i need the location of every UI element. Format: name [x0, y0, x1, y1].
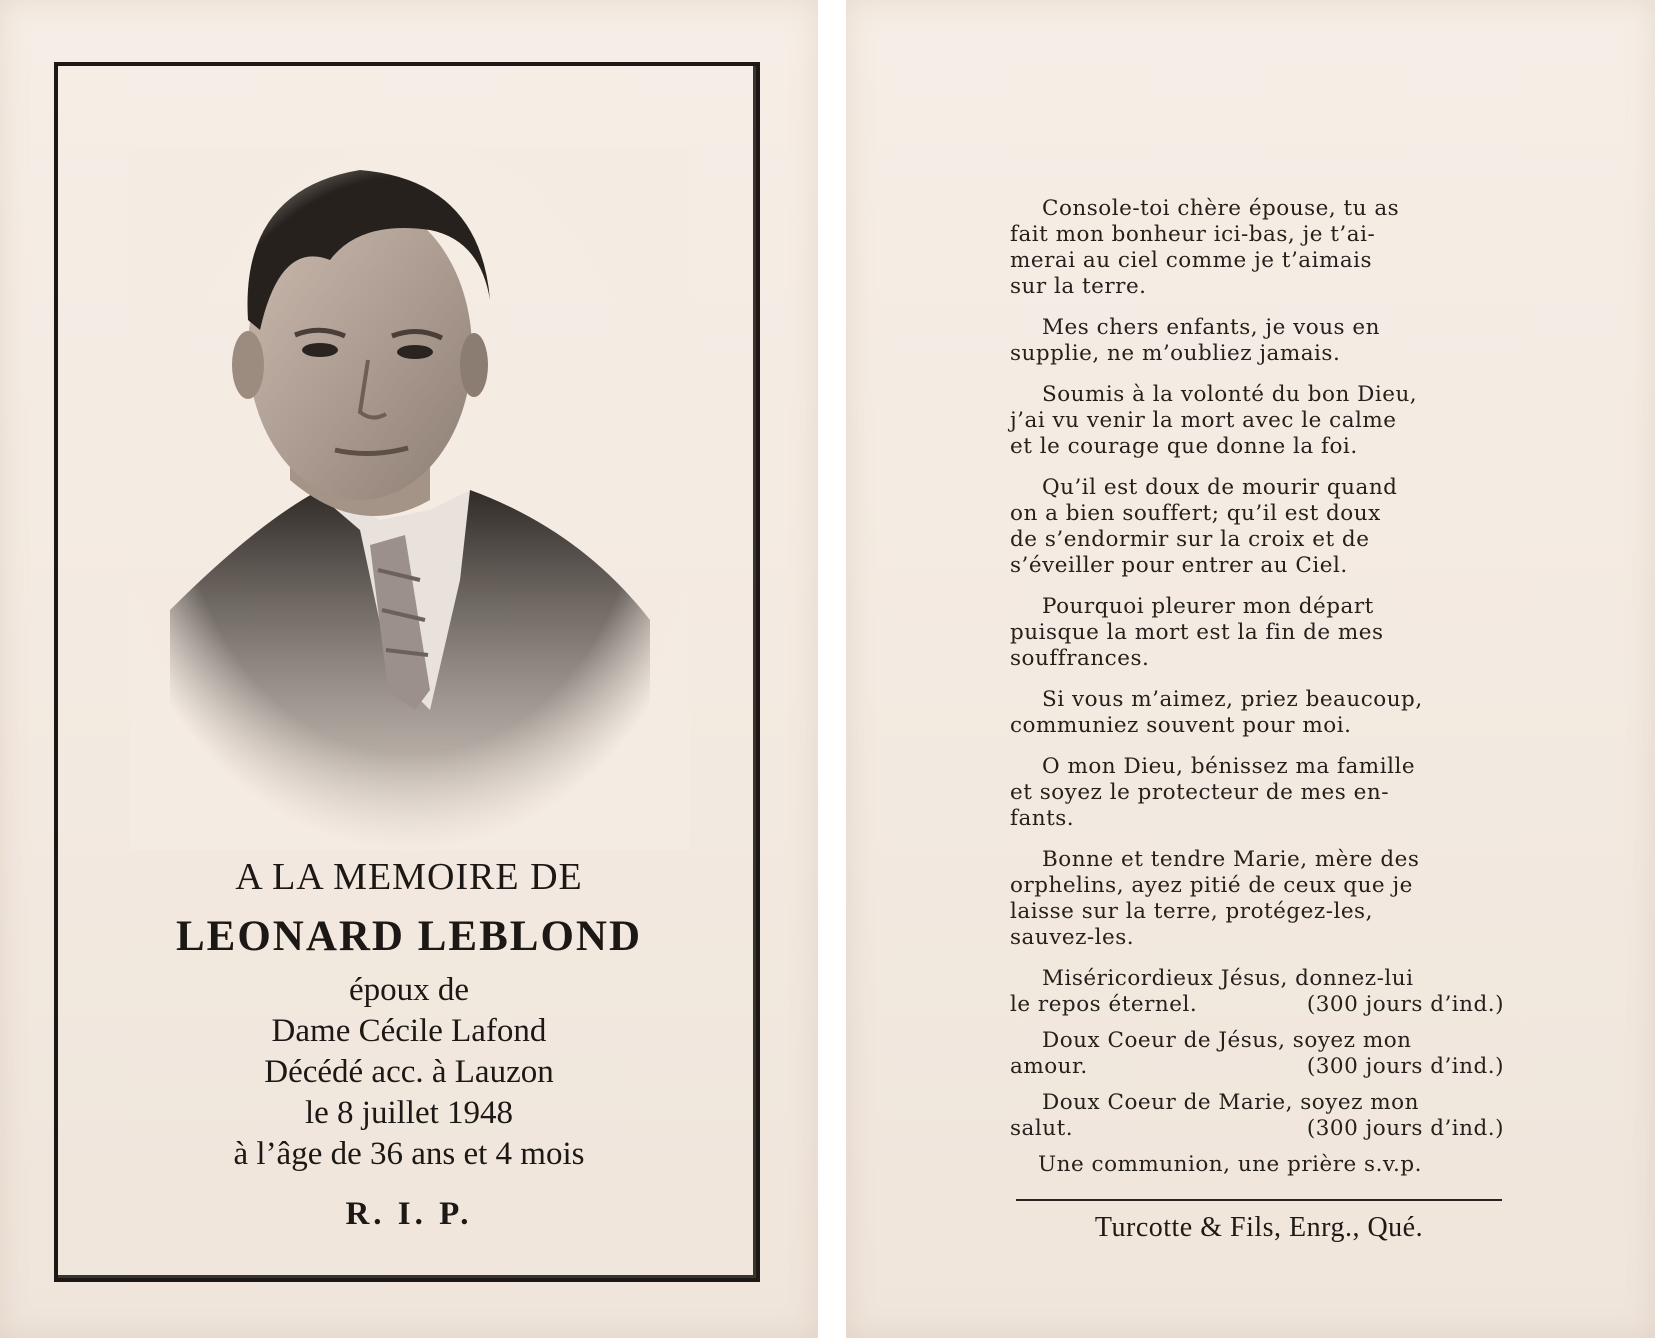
paragraph-line: souffrances. — [1010, 646, 1150, 671]
paragraph-line: on a bien souffert; qu’il est doux — [1010, 501, 1381, 526]
paragraph-line: puisque la mort est la fin de mes — [1010, 620, 1384, 645]
memorial-inscription — [60, 850, 758, 1239]
paragraph-line: de s’endormir sur la croix et de — [1010, 527, 1370, 552]
prayer-paragraph — [1010, 315, 1504, 367]
paragraph-line: O mon Dieu, bénissez ma famille — [1042, 754, 1416, 779]
prayer-line: amour. — [1010, 1054, 1088, 1079]
spouse-name: Dame Cécile Lafond — [271, 1013, 547, 1049]
prayer-paragraph — [1010, 594, 1504, 672]
death-place: Décédé acc. à Lauzon — [264, 1054, 554, 1090]
paragraph-line: fants. — [1010, 806, 1075, 831]
paragraph-line: Console-toi chère épouse, tu as — [1042, 196, 1400, 221]
indulgence-note: (300 jours d’ind.) — [1306, 1054, 1504, 1079]
paragraph-line: Si vous m’aimez, priez beaucoup, — [1042, 687, 1423, 712]
deceased-name: LEONARD LEBLOND — [175, 913, 643, 960]
prayer-paragraph — [1010, 475, 1504, 579]
prayer-paragraph — [1010, 196, 1504, 300]
spouse-label: époux de — [348, 972, 470, 1008]
memorial-heading: A LA MEMOIRE DE — [235, 856, 583, 898]
paragraph-line: et le courage que donne la foi. — [1010, 434, 1358, 459]
paragraph-line: Pourquoi pleurer mon départ — [1042, 594, 1374, 619]
paragraph-line: s’éveiller pour entrer au Ciel. — [1010, 553, 1348, 578]
paragraph-line: Qu’il est doux de mourir quand — [1042, 475, 1398, 500]
paragraph-line: supplie, ne m’oubliez jamais. — [1010, 341, 1341, 366]
portrait-photo — [130, 150, 690, 850]
paragraph-line: communiez souvent pour moi. — [1010, 713, 1352, 738]
indulgence-note: (300 jours d’ind.) — [1306, 992, 1504, 1017]
prayer-paragraph — [1010, 382, 1504, 460]
paragraph-line: Mes chers enfants, je vous en — [1042, 315, 1380, 340]
paragraph-line: fait mon bonheur ici-bas, je t’ai- — [1010, 222, 1376, 247]
paragraph-line: Soumis à la volonté du bon Dieu, — [1042, 382, 1418, 407]
prayer-line: le repos éternel. — [1010, 992, 1198, 1017]
prayer-paragraph — [1010, 687, 1504, 739]
paragraph-line: orphelins, ayez pitié de ceux que je — [1010, 873, 1413, 898]
prayer-paragraph — [1010, 754, 1504, 832]
indulgence-note: (300 jours d’ind.) — [1306, 1116, 1504, 1141]
prayer-line: salut. — [1010, 1116, 1074, 1141]
indulgence-prayer — [1010, 966, 1504, 1018]
prayer-line: Doux Coeur de Jésus, soyez mon — [1042, 1028, 1412, 1053]
death-date: le 8 juillet 1948 — [304, 1095, 514, 1131]
prayer-line: Doux Coeur de Marie, soyez mon — [1042, 1090, 1419, 1115]
paragraph-line: sur la terre. — [1010, 274, 1147, 299]
prayer-text — [1010, 196, 1504, 1178]
prayer-paragraph — [1010, 847, 1504, 951]
paragraph-line: laisse sur la terre, protégez-les, — [1010, 899, 1373, 924]
prayer-line: Miséricordieux Jésus, donnez-lui — [1042, 966, 1414, 991]
printer-imprint: Turcotte & Fils, Enrg., Qué. — [1094, 1212, 1424, 1243]
paragraph-line: merai au ciel comme je t’aimais — [1010, 248, 1373, 273]
memorial-card-front — [0, 0, 818, 1338]
closing-request: Une communion, une prière s.v.p. — [1038, 1152, 1422, 1177]
age-at-death: à l’âge de 36 ans et 4 mois — [233, 1136, 585, 1172]
paragraph-line: et soyez le protecteur de mes en- — [1010, 780, 1389, 805]
paragraph-line: Bonne et tendre Marie, mère des — [1042, 847, 1420, 872]
paragraph-line: sauvez-les. — [1010, 925, 1135, 950]
indulgence-prayer — [1010, 1090, 1504, 1142]
divider-line — [1016, 1199, 1502, 1201]
rip-text: R. I. P. — [345, 1196, 473, 1232]
indulgence-prayer — [1010, 1028, 1504, 1080]
paragraph-line: j’ai vu venir la mort avec le calme — [1010, 408, 1397, 433]
